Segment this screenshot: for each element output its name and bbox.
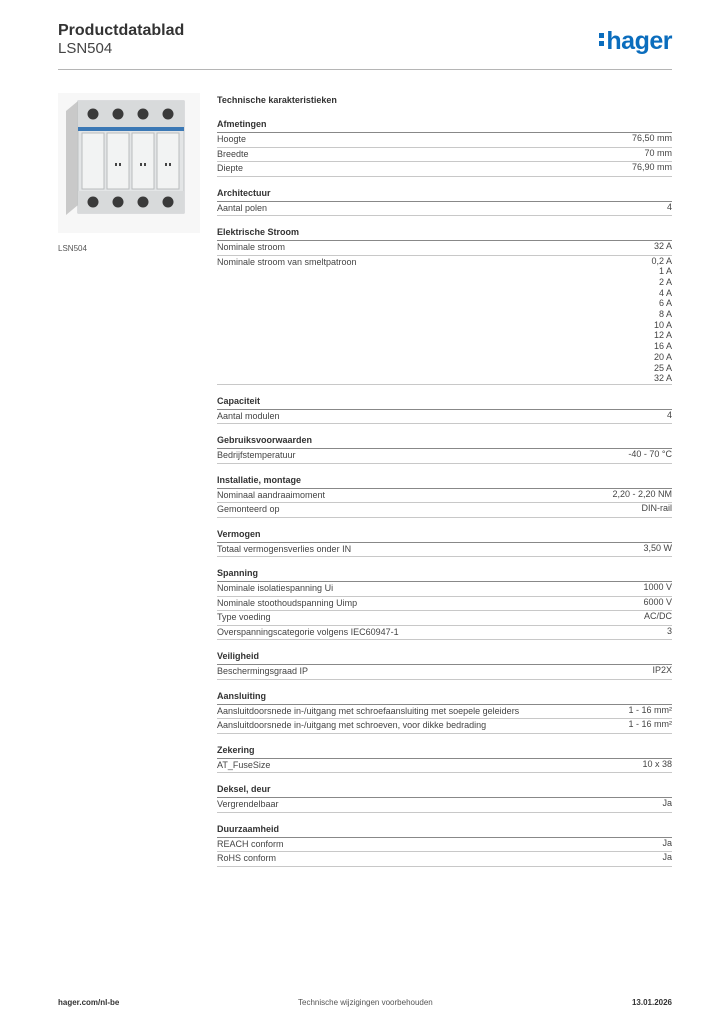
footer-website-link[interactable]: hager.com/nl-be [58,998,120,1007]
spec-value-item: 10 A [653,319,672,330]
spec-value [662,838,672,852]
spec-value-item: 6 A [658,298,672,309]
spec-value [667,626,672,640]
image-caption: LSN504 [58,244,87,253]
section-title: Vermogen [217,528,672,543]
spec-value-item: 3,50 W [643,542,672,553]
section-title: Zekering [217,744,672,759]
spec-label: Bedrijfstemperatuur [217,450,296,461]
spec-row [217,241,672,256]
spec-label: Type voeding [217,612,271,623]
spec-value [628,719,672,733]
spec-section [217,226,672,385]
spec-value-item: IP2X [652,665,672,676]
spec-value-item: 70 mm [644,147,672,158]
spec-value-item: 76,50 mm [631,133,672,143]
spec-value-item: 4 [666,201,672,212]
spec-label: Vergrendelbaar [217,799,279,810]
spec-value-item: -40 - 70 °C [628,449,672,460]
spec-value [667,202,672,216]
spec-row [217,256,672,385]
section-title: Elektrische Stroom [217,226,672,241]
spec-value-item: 4 [666,409,672,420]
spec-value-item: 1 - 16 mm² [628,704,672,715]
spec-section [217,690,672,734]
logo-dots-icon [599,30,604,48]
spec-row [217,543,672,558]
spec-label: Nominale stoothoudspanning Uimp [217,597,358,608]
spec-row [217,719,672,734]
spec-row [217,852,672,867]
product-code: LSN504 [58,40,113,57]
spec-label: Totaal vermogensverlies onder IN [217,543,352,554]
spec-label: Aantal modulen [217,410,280,421]
spec-value-item: Ja [662,798,672,809]
spec-value [662,798,672,812]
spec-row [217,626,672,641]
section-title: Aansluiting [217,690,672,705]
section-title: Afmetingen [217,118,672,133]
section-title: Spanning [217,567,672,582]
page-title: Productdatablad [58,22,185,39]
section-title: Duurzaamheid [217,823,672,838]
spec-row [217,148,672,163]
spec-value-item: 3 [666,625,672,636]
spec-section [217,528,672,558]
footer-disclaimer: Technische wijzigingen voorbehouden [298,998,433,1007]
spec-section [217,434,672,464]
section-title: Capaciteit [217,395,672,410]
spec-row [217,705,672,720]
spec-value [651,256,672,384]
spec-section [217,567,672,640]
spec-value [662,852,672,866]
spec-value [667,410,672,424]
spec-label: Nominaal aandraaimoment [217,489,326,500]
spec-row [217,611,672,626]
spec-row [217,489,672,504]
spec-row [217,503,672,518]
spec-label: Nominale stroom van smeltpatroon [217,256,357,267]
spec-value-item: 1 A [658,266,672,277]
spec-row [217,410,672,425]
hager-logo [599,27,672,56]
spec-row [217,759,672,774]
spec-value [632,162,672,176]
spec-value-item: 76,90 mm [631,162,672,172]
product-image [58,93,200,233]
spec-value-item: 8 A [658,309,672,320]
spec-value-item: 20 A [653,351,672,362]
spec-label: Aansluitdoorsnede in-/uitgang met schroeven, voor dikke bedrading [217,720,487,731]
specs-table [217,95,672,877]
spec-value-item: 25 A [653,362,672,373]
spec-section [217,823,672,867]
spec-value-item: Ja [662,852,672,863]
spec-row [217,597,672,612]
spec-value-item: AC/DC [643,611,672,622]
page-header [58,20,672,70]
spec-section [217,650,672,680]
spec-sections [217,118,672,867]
logo-text: hager [606,27,672,55]
spec-value [644,611,672,625]
spec-value [654,241,672,255]
spec-label: Beschermingsgraad IP [217,666,309,677]
spec-value-item: 16 A [653,341,672,352]
spec-row [217,449,672,464]
spec-label: Hoogte [217,134,247,144]
spec-label: Diepte [217,163,244,173]
spec-value-item: 32 A [653,373,672,384]
spec-value [644,148,672,162]
spec-value-item: 2 A [658,276,672,287]
spec-label: RoHS conform [217,853,277,864]
spec-section [217,187,672,217]
section-title: Veiligheid [217,650,672,665]
spec-section [217,118,672,177]
spec-label: Nominale isolatiespanning Ui [217,583,334,594]
spec-section [217,744,672,774]
spec-value [632,133,672,147]
section-title: Gebruiksvoorwaarden [217,434,672,449]
spec-value [642,503,673,517]
spec-value-item: 0,2 A [651,255,672,266]
spec-value [642,759,672,773]
spec-row [217,202,672,217]
spec-value [643,543,672,557]
spec-section [217,474,672,518]
spec-value-item: 4 A [658,287,672,298]
spec-row [217,162,672,177]
spec-row [217,133,672,148]
section-title: Deksel, deur [217,783,672,798]
spec-row [217,665,672,680]
section-title: Architectuur [217,187,672,202]
spec-label: REACH conform [217,838,284,849]
spec-label: Aantal polen [217,202,268,213]
spec-label: Aansluitdoorsnede in-/uitgang met schroefaansluiting met soepele geleiders [217,705,520,716]
spec-section [217,395,672,425]
spec-label: Gemonteerd op [217,504,280,515]
spec-row [217,838,672,853]
spec-value-item: 2,20 - 2,20 NM [612,488,672,499]
spec-value [643,597,672,611]
spec-row [217,798,672,813]
spec-value-item: 32 A [653,241,672,251]
specs-title: Technische karakteristieken [217,95,337,105]
spec-value-item: 10 x 38 [642,758,672,769]
spec-value [628,705,672,719]
spec-value [652,665,672,679]
spec-value-item: 12 A [653,330,672,341]
spec-label: AT_FuseSize [217,759,271,770]
spec-value [628,449,672,463]
spec-value [612,489,672,503]
spec-value-item: 1000 V [643,582,672,593]
footer-date: 13.01.2026 [631,998,672,1007]
spec-value-item: 1 - 16 mm² [628,719,672,730]
spec-row [217,582,672,597]
spec-label: Overspanningscategorie volgens IEC60947-1 [217,626,399,637]
spec-label: Breedte [217,148,249,159]
spec-value [643,582,672,596]
spec-value-item: DIN-rail [641,503,672,514]
section-title: Installatie, montage [217,474,672,489]
spec-value-item: 6000 V [643,596,672,607]
spec-label: Nominale stroom [217,242,286,252]
spec-value-item: Ja [662,837,672,848]
spec-section [217,783,672,813]
